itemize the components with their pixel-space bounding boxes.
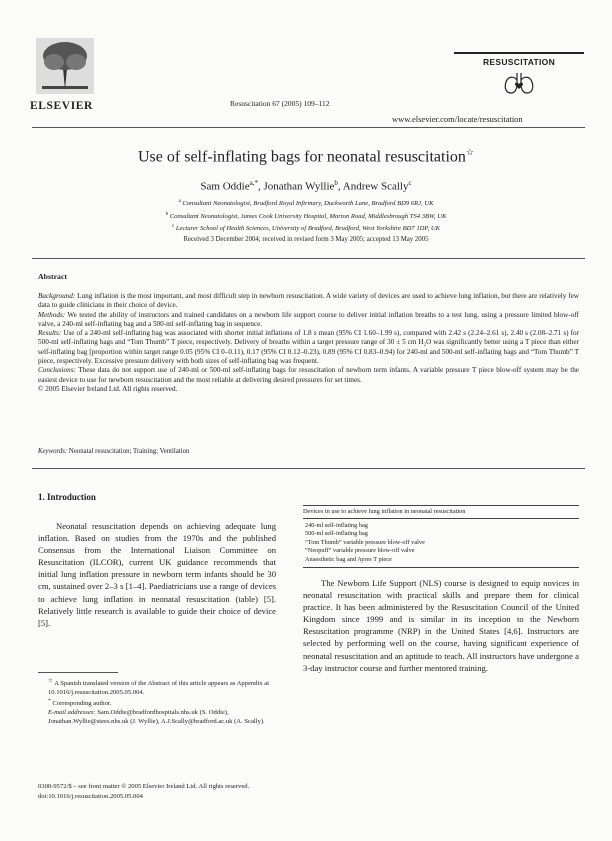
abstract-bottom-divider xyxy=(32,468,585,469)
footnote-emails: E-mail addresses: Sam.Oddie@bradfordhospitals.nhs.uk (S. Oddie), Jonathan.Wyllie@stees.nhs.uk (J. Wyllie), A.J.Scally@bradford.ac.uk (A. Scally). xyxy=(48,709,265,726)
doi-line[interactable]: doi:10.1016/j.resuscitation.2005.05.004 xyxy=(38,792,143,800)
abstract-copyright: © 2005 Elsevier Ireland Ltd. All rights reserved. xyxy=(38,384,178,393)
abstract-methods: Methods: We tested the ability of instructors and trained candidates on a newborn life support course to deliver initial inflation breaths to a test lung, using a pressure limited blow-off valve, a 240-ml self-inflating bag and a 500-ml self-inflating bag in sequence. xyxy=(38,310,579,328)
footnote-translation: ☆ A Spanish translated version of the Abstract of this article appears as Appendix at 10.1016/j.resuscitation.2005.05.004. xyxy=(48,678,270,697)
article-title: Use of self-inflating bags for neonatal resuscitation☆ xyxy=(138,147,474,166)
footnotes xyxy=(38,677,276,726)
lungs-heart-icon xyxy=(502,70,536,96)
received-dates: Received 3 December 2004; received in revised form 3 May 2005; accepted 13 May 2005 xyxy=(183,236,429,243)
author-sup[interactable]: b xyxy=(334,179,338,187)
author-sup[interactable]: c xyxy=(408,179,412,187)
table-caption: Devices in use to achieve lung inflation in neonatal resuscitation xyxy=(303,505,579,519)
table-row: 240-ml self-inflating bag xyxy=(305,521,368,529)
abstract-background: Background: Lung inflation is the most important, and most difficult step in newborn resuscitation. A wide variety of devices are used to achieve lung inflation, but there are relatively few data to guide clinicians in their choice of device. xyxy=(38,292,580,310)
table-row: “Tom Thumb” variable pressure blow-off valve xyxy=(305,538,425,546)
abstract-top-divider xyxy=(32,258,585,259)
journal-reference: Resuscitation 67 (2005) 109–112 xyxy=(230,99,330,108)
table-row: “Neopuff” variable pressure blow-off valve xyxy=(305,547,415,555)
journal-badge xyxy=(454,52,584,96)
title-footnote-mark[interactable]: ☆ xyxy=(465,147,474,157)
abstract-results: Results: Use of a 240-ml self-inflating bag was associated with shorter initial inflations of 1.8 s mean (95% CI 1.60–1.99 s), compared with 2.42 s (2.24–2.61 s), 2.40 s (2.08–2.71 s) for 500-ml self-inflating bags and “Tom Thumb” T piece, respectively. Delivery of breaths within a target pressure range of 30 ± 5 cm H₂O was significantly better using a T piece than either self-inflating bag [proportion within target range 0.05 (95% CI 0–0.11), 0.17 (95% CI 0.12–0.23), 0.89 (95% CI 0.83–0.94) for 240-ml and 500-ml self-inflating bags and “Tom Thumb” T piece, respectively. Excessive pressure delivery with both sizes of self-inflating bag was frequent. xyxy=(38,329,579,366)
elsevier-tree-icon xyxy=(36,38,94,94)
intro-right-paragraph: The Newborn Life Support (NLS) course is designed to equip novices in neonatal resuscitation with practical skills and prepare them for clinical practice. It has been administered by the Resuscitation Council of the United Kingdom since 1999 and is similar in its inception to the Newborn Resuscitation programme (NRP) in the United States [4,6]. Instructors are selected by performing well on the course, having significant experience of neonatal resuscitation and an aptitude to teach. All instructors have undergone a 3-day instructor course and further mentored training. xyxy=(303,578,579,673)
author-name: Andrew Scally xyxy=(342,180,409,193)
affiliation: $^b$ Consultant Neonatologist, James Cook University Hospital, Marton Road, Middlesbrough TS4 3BW, UK xyxy=(165,211,447,220)
journal-name: RESUSCITATION xyxy=(482,57,556,67)
table-row: Anaesthetic bag and Ayres T piece xyxy=(305,555,392,563)
header-divider xyxy=(32,127,585,128)
footnote-divider xyxy=(38,672,118,673)
table-bottom-rule xyxy=(303,567,579,568)
table-row: 500-ml self-inflating bag xyxy=(305,530,368,538)
section-heading: 1. Introduction xyxy=(38,492,96,502)
publisher-name: ELSEVIER xyxy=(30,100,93,112)
devices-table xyxy=(303,505,579,568)
issn-line: 0300-9572/$ – see front matter © 2005 Elsevier Ireland Ltd. All rights reserved. xyxy=(38,783,250,790)
footer-identifiers xyxy=(38,782,249,801)
journal-url[interactable]: www.elsevier.com/locate/resuscitation xyxy=(392,114,523,124)
abstract-body xyxy=(38,292,579,394)
affiliations xyxy=(0,197,612,235)
affiliation: $^a$ Consultant Neonatologist, Bradford Royal Infirmary, Duckworth Lane, Bradford BD9 6RJ, UK xyxy=(178,199,434,208)
affiliation: $^c$ Lecturer School of Health Sciences, University of Bradford, Bradford, West Yorkshire BD7 1DP, UK xyxy=(171,224,441,233)
abstract-heading: Abstract xyxy=(38,272,68,281)
abstract-conclusions: Conclusions: These data do not support use of 240-ml or 500-ml self-inflating bags for resuscitation of newborn term infants. A variable pressure T piece blow-off system may be the easiest device to use for newborn resuscitation and the most reliable at delivering desired pressures for set times. xyxy=(38,366,579,384)
author-name: Sam Oddie xyxy=(200,180,250,193)
footnote-corresponding: * Corresponding author. xyxy=(48,698,112,708)
intro-left-paragraph: Neonatal resuscitation depends on achieving adequate lung inflation. Based on studies from the 1970s and the published Consensus from the International Liaison Committee on Resuscitation (ILCOR), current UK guidance recommends that initial lung inflation pressure in newborn term infants should be 30 cm, sustained over 2–3 s [1–4]. Paediatricians use a range of devices to achieve lung inflation in neonatal resuscitation (table) [5]. Relatively little research is available to guide their choice of device [5]. xyxy=(38,521,276,628)
elsevier-logo xyxy=(30,38,100,112)
author-sup[interactable]: a,* xyxy=(249,179,258,187)
author-list: Sam Oddie$^{a,*}$, Jonathan Wyllie$^b$, Andrew Scally$^c$ xyxy=(200,179,412,193)
keywords: Keywords: Neonatal resuscitation; Training; Ventilation xyxy=(38,448,190,455)
author-name: Jonathan Wyllie xyxy=(263,180,335,193)
